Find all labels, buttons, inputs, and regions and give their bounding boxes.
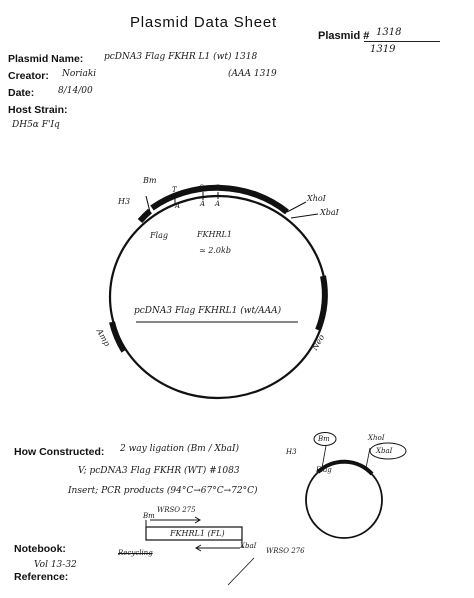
creator-label: Creator: (8, 70, 49, 82)
mini-map-label-xhoi: XhoI (368, 434, 385, 442)
map-center-label: pcDNA3 Flag FKHRL1 (wt/AAA) (134, 306, 282, 316)
map-label-a1: A (175, 202, 181, 210)
map-label-s1: S (199, 184, 204, 192)
map-label-size: ≃ 2.0kb (199, 246, 231, 255)
notebook-scribble: Recycling (118, 549, 153, 557)
map-label-s2: S (215, 184, 220, 192)
plasmid-backbone-circle (110, 196, 326, 398)
amp-region-arc (112, 322, 124, 351)
plasmid-number-value-2: 1319 (370, 44, 396, 55)
map-label-amp: Amp (94, 327, 112, 348)
plasmid-name-label: Plasmid Name: (8, 53, 84, 65)
plasmid-number-label: Plasmid # (318, 30, 370, 42)
plasmid-name-value-2: (AAA 1319 (228, 69, 277, 79)
mini-map-label-flag: Flag (316, 466, 332, 474)
map-label-t: T (172, 186, 177, 194)
mini-map-xhoi-leader (366, 448, 370, 468)
construction-line-3: Insert; PCR products (94°C→67°C→72°C) (68, 486, 258, 496)
plasmid-name-value: pcDNA3 Flag FKHR L1 (wt) 1318 (104, 52, 258, 62)
map-label-fkhrl1: FKHRL1 (197, 230, 232, 239)
construction-line-2: V; pcDNA3 Flag FKHR (WT) #1083 (78, 466, 240, 476)
page-title: Plasmid Data Sheet (130, 14, 277, 31)
mini-map-label-bm: Bm (318, 435, 330, 443)
bottom-connector-line (228, 558, 254, 585)
map-label-bm: Bm (143, 176, 157, 185)
xbai-leader-line (291, 214, 318, 218)
notebook-value: Vol 13-32 (34, 560, 77, 570)
reference-label: Reference: (14, 571, 69, 583)
primer-left-label: WRSO 275 (157, 506, 196, 514)
host-strain-label: Host Strain: (8, 104, 68, 116)
fragment-right-site: XbaI (240, 542, 257, 550)
notebook-label: Notebook: (14, 543, 66, 555)
xhoi-leader-line (287, 202, 306, 212)
map-label-a2: A (200, 200, 206, 208)
date-label: Date: (8, 87, 35, 99)
fragment-left-site: Bm (143, 512, 155, 520)
how-constructed-label: How Constructed: (14, 446, 105, 458)
primer-right-label: WRSO 276 (266, 547, 305, 555)
host-strain-value: DH5α F'Iq (12, 120, 60, 130)
map-label-h3: H3 (118, 197, 131, 206)
map-label-xhoi: XhoI (307, 194, 326, 203)
mini-map-label-xbai: XbaI (376, 447, 393, 455)
fragment-label: FKHRL1 (FL) (170, 529, 225, 538)
map-label-flag: Flag (150, 231, 168, 240)
neo-region-arc (318, 276, 325, 330)
map-label-a3: A (215, 200, 221, 208)
plasmid-number-value-1: 1318 (376, 27, 402, 38)
construction-line-1: 2 way ligation (Bm / XbaI) (120, 444, 240, 454)
date-value: 8/14/00 (58, 86, 93, 96)
mini-map-label-h3: H3 (286, 448, 297, 456)
map-label-xbai: XbaI (320, 208, 339, 217)
creator-value: Noriaki (62, 69, 97, 79)
map-label-neo: Neo (310, 333, 327, 352)
